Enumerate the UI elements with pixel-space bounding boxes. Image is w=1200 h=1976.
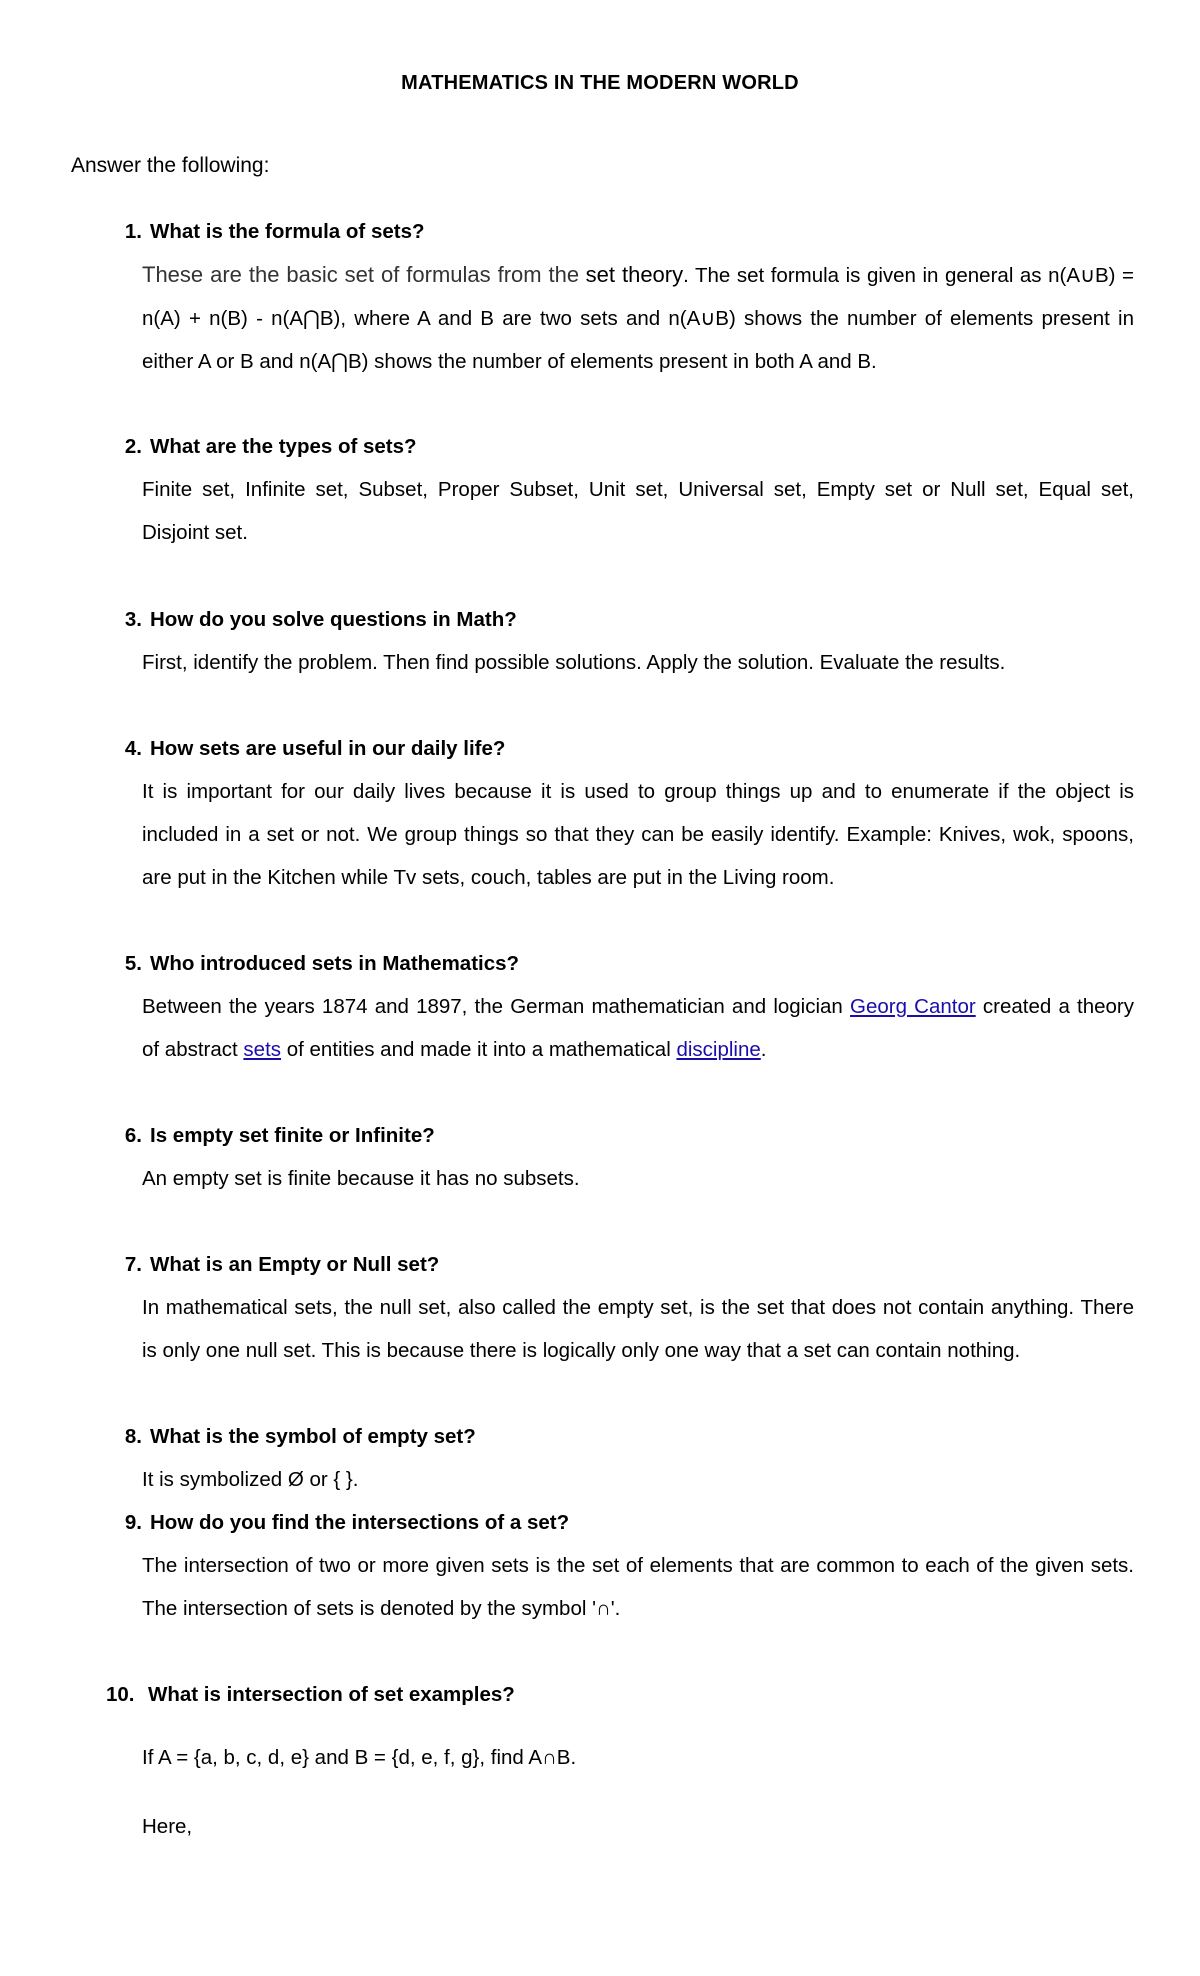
answer: It is symbolized Ø or { }. bbox=[142, 1468, 359, 1491]
question-text: Is empty set finite or Infinite? bbox=[150, 1124, 435, 1147]
question-number: 3. bbox=[124, 608, 142, 631]
example-problem: If A = {a, b, c, d, e} and B = {d, e, f, g}, find A∩B. bbox=[142, 1746, 577, 1769]
discipline-link[interactable]: discipline bbox=[676, 1038, 761, 1061]
question-number: 10. bbox=[106, 1683, 135, 1706]
question-number: 9. bbox=[124, 1511, 142, 1534]
question-number: 2. bbox=[124, 435, 142, 458]
georg-cantor-link[interactable]: Georg Cantor bbox=[850, 995, 976, 1018]
question-text: What is intersection of set examples? bbox=[148, 1683, 515, 1706]
answer bbox=[142, 985, 1134, 1071]
answer-part-2: created a theory of abstract bbox=[142, 995, 1135, 1061]
page-title: MATHEMATICS IN THE MODERN WORLD bbox=[401, 72, 799, 94]
example-here: Here, bbox=[142, 1815, 193, 1838]
question-number: 1. bbox=[124, 220, 142, 243]
answer: Finite set, Infinite set, Subset, Proper Subset, Unit set, Universal set, Empty set or Null set, Equal set, Disjoint set. bbox=[142, 478, 1134, 544]
question-10 bbox=[106, 1681, 1134, 1709]
answer-rest: . The set formula is given in general as n(A∪B) = n(A) + n(B) - n(A⋂B), where A and B are two sets and n(A∪B) shows the number of elements present in either A or B and n(A⋂B) shows the number of elements present in both A and B. bbox=[142, 264, 1134, 373]
answer: An empty set is finite because it has no subsets. bbox=[142, 1167, 580, 1190]
question-1 bbox=[106, 218, 1134, 383]
answer: It is important for our daily lives because it is used to group things up and to enumerate if the object is included in a set or not. We group things so that they can be easily identify. Example: Knives, wok, spoons, are put in the Kitchen while Tv sets, couch, tables are put in the Living room. bbox=[142, 780, 1134, 889]
question-text: How do you find the intersections of a set? bbox=[150, 1511, 570, 1534]
question-4 bbox=[106, 735, 1134, 899]
answer-term: set theory bbox=[585, 262, 684, 287]
answer: First, identify the problem. Then find possible solutions. Apply the solution. Evaluate the results. bbox=[142, 651, 1006, 674]
answer-part-1: Between the years 1874 and 1897, the German mathematician and logician bbox=[142, 995, 843, 1018]
answer: In mathematical sets, the null set, also called the empty set, is the set that does not contain anything. There is only one null set. This is because there is logically only one way that a set can contain nothing. bbox=[142, 1296, 1134, 1362]
question-text: What are the types of sets? bbox=[150, 435, 417, 458]
question-8 bbox=[106, 1423, 1134, 1501]
question-text: How sets are useful in our daily life? bbox=[150, 737, 506, 760]
answer: The intersection of two or more given sets is the set of elements that are common to each of the given sets. The intersection of sets is denoted by the symbol '∩'. bbox=[142, 1554, 1134, 1620]
question-2 bbox=[106, 433, 1134, 554]
question-text: What is the symbol of empty set? bbox=[150, 1425, 476, 1448]
answer bbox=[142, 253, 1134, 383]
answer-lead: These are the basic set of formulas from the bbox=[142, 262, 580, 287]
question-text: What is an Empty or Null set? bbox=[150, 1253, 440, 1276]
instructions: Answer the following: bbox=[71, 154, 270, 177]
answer-part-4: . bbox=[760, 1038, 767, 1061]
question-number: 5. bbox=[124, 952, 142, 975]
answer-part-3: of entities and made it into a mathematical bbox=[286, 1038, 671, 1061]
question-5 bbox=[106, 950, 1134, 1071]
question-number: 8. bbox=[124, 1425, 142, 1448]
question-text: Who introduced sets in Mathematics? bbox=[150, 952, 520, 975]
question-number: 6. bbox=[124, 1124, 142, 1147]
sets-link[interactable]: sets bbox=[243, 1038, 282, 1061]
question-7 bbox=[106, 1251, 1134, 1372]
question-3 bbox=[106, 606, 1134, 684]
question-9 bbox=[106, 1509, 1134, 1630]
question-number: 4. bbox=[124, 737, 142, 760]
question-text: How do you solve questions in Math? bbox=[150, 608, 517, 631]
question-text: What is the formula of sets? bbox=[150, 220, 425, 243]
question-6 bbox=[106, 1122, 1134, 1200]
question-number: 7. bbox=[124, 1253, 142, 1276]
